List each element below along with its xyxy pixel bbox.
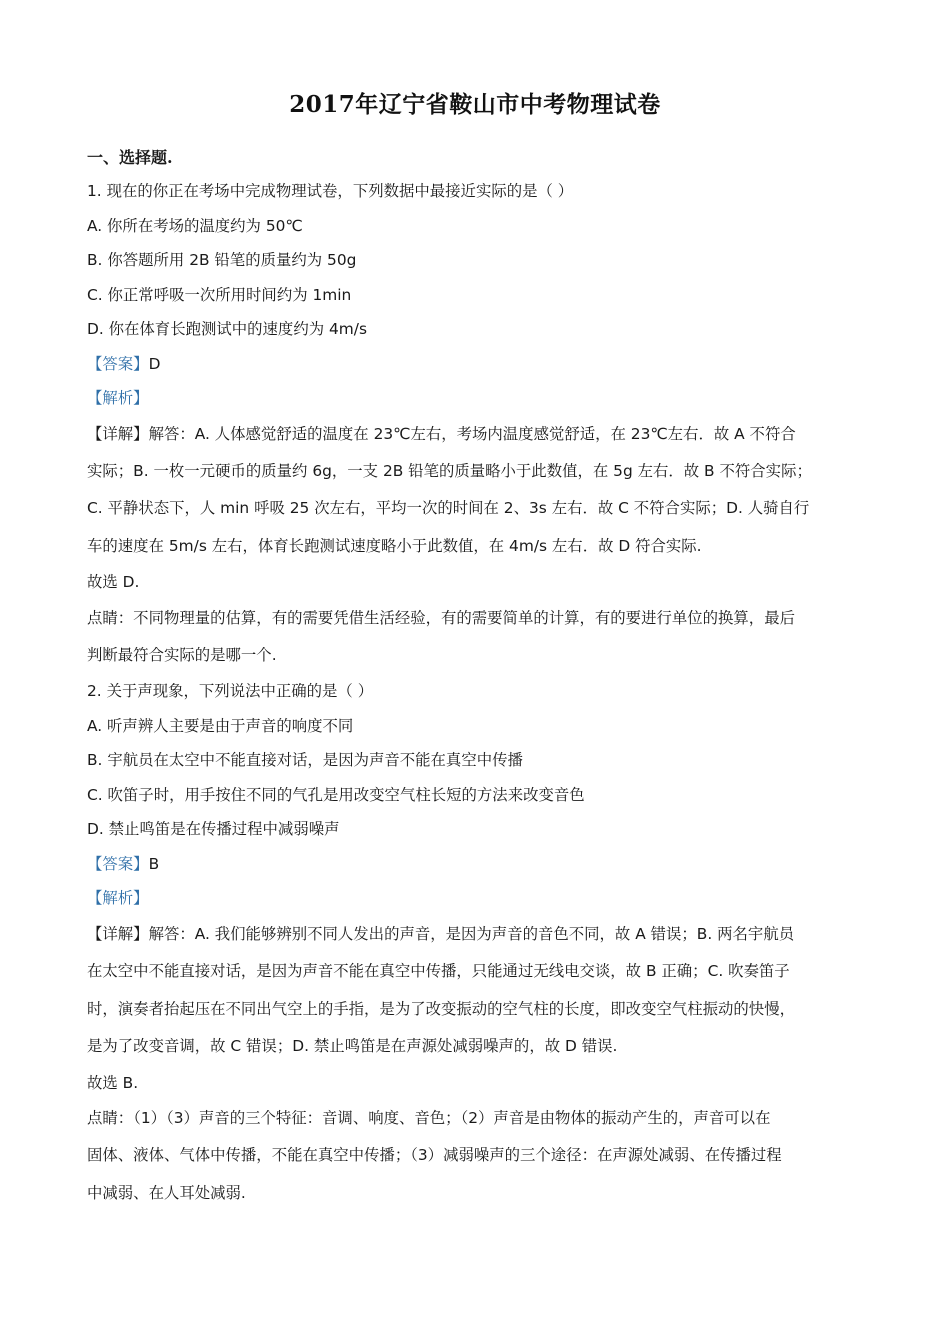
question-2-analysis-tag: 【解析】	[87, 889, 149, 908]
question-1-option-a: A. 你所在考场的温度约为 50℃	[87, 216, 303, 235]
question-2-option-c: C. 吹笛子时，用手按住不同的气孔是用改变空气柱长短的方法来改变音色	[87, 785, 585, 804]
question-1-comment	[87, 600, 867, 675]
comment-line: 点睛：不同物理量的估算，有的需要凭借生活经验，有的需要简单的计算，有的要进行单位的换算，最后	[87, 608, 795, 627]
question-2-comment	[87, 1100, 867, 1212]
question-2-option-d: D. 禁止鸣笛是在传播过程中减弱噪声	[87, 820, 340, 839]
detail-line: 车的速度在 5m/s 左右，体育长跑测试速度略小于此数值，在 4m/s 左右．故 D 符合实际.	[87, 536, 702, 555]
question-1-choose: 故选 D.	[87, 573, 140, 592]
document-body	[87, 141, 867, 1212]
question-2-option-a: A. 听声辨人主要是由于声音的响度不同	[87, 716, 354, 735]
detail-line: 【详解】解答：A. 人体感觉舒适的温度在 23℃左右，考场内温度感觉舒适，在 23℃左右．故 A 不符合	[87, 424, 796, 443]
detail-line: 是为了改变音调，故 C 错误；D. 禁止鸣笛是在声源处减弱噪声的，故 D 错误.	[87, 1037, 618, 1056]
question-1-stem: 1. 现在的你正在考场中完成物理试卷，下列数据中最接近实际的是（ ）	[87, 182, 574, 200]
question-2-option-b: B. 宇航员在太空中不能直接对话，是因为声音不能在真空中传播	[87, 751, 523, 770]
comment-line: 判断最符合实际的是哪一个.	[87, 646, 277, 665]
question-2-stem: 2. 关于声现象，下列说法中正确的是（ ）	[87, 682, 374, 701]
question-1-option-d: D. 你在体育长跑测试中的速度约为 4m/s	[87, 320, 367, 338]
question-1-answer	[87, 347, 867, 382]
answer-value: D	[148, 354, 161, 373]
section-heading: 一、选择题.	[87, 148, 173, 167]
question-1-option-b: B. 你答题所用 2B 铅笔的质量约为 50g	[87, 251, 357, 269]
detail-line: C. 平静状态下，人 min 呼吸 25 次左右，平均一次的时间在 2、3s 左右．故 C 不符合实际；D. 人骑自行	[87, 499, 810, 518]
question-2-detail	[87, 916, 867, 1066]
comment-line: 中减弱、在人耳处减弱.	[87, 1183, 246, 1202]
detail-line: 实际；B. 一枚一元硬币的质量约 6g，一支 2B 铅笔的质量略小于此数值，在 5g 左右．故 B 不符合实际；	[87, 461, 812, 480]
detail-line: 在太空中不能直接对话，是因为声音不能在真空中传播，只能通过无线电交谈，故 B 正确；C. 吹奏笛子	[87, 962, 790, 981]
question-1-detail	[87, 416, 867, 566]
question-2-choose: 故选 B.	[87, 1073, 139, 1092]
answer-tag: 【答案】	[87, 854, 149, 873]
answer-value: B	[148, 854, 160, 873]
question-1-analysis-tag: 【解析】	[87, 389, 149, 407]
question-1-option-c: C. 你正常呼吸一次所用时间约为 1min	[87, 285, 352, 304]
page-title: 2017年辽宁省鞍山市中考物理试卷	[289, 91, 661, 118]
question-2-answer	[87, 847, 867, 882]
detail-line: 时，演奏者抬起压在不同出气空上的手指，是为了改变振动的空气柱的长度，即改变空气柱振动的快慢，	[87, 999, 795, 1018]
comment-line: 固体、液体、气体中传播，不能在真空中传播；（3）减弱噪声的三个途径：在声源处减弱、在传播过程	[87, 1146, 782, 1165]
detail-line: 【详解】解答：A. 我们能够辨别不同人发出的声音，是因为声音的音色不同，故 A 错误；B. 两名宇航员	[87, 924, 795, 943]
answer-tag: 【答案】	[87, 354, 149, 373]
comment-line: 点睛：（1）（3）声音的三个特征：音调、响度、音色；（2）声音是由物体的振动产生的，声音可以在	[87, 1109, 771, 1128]
